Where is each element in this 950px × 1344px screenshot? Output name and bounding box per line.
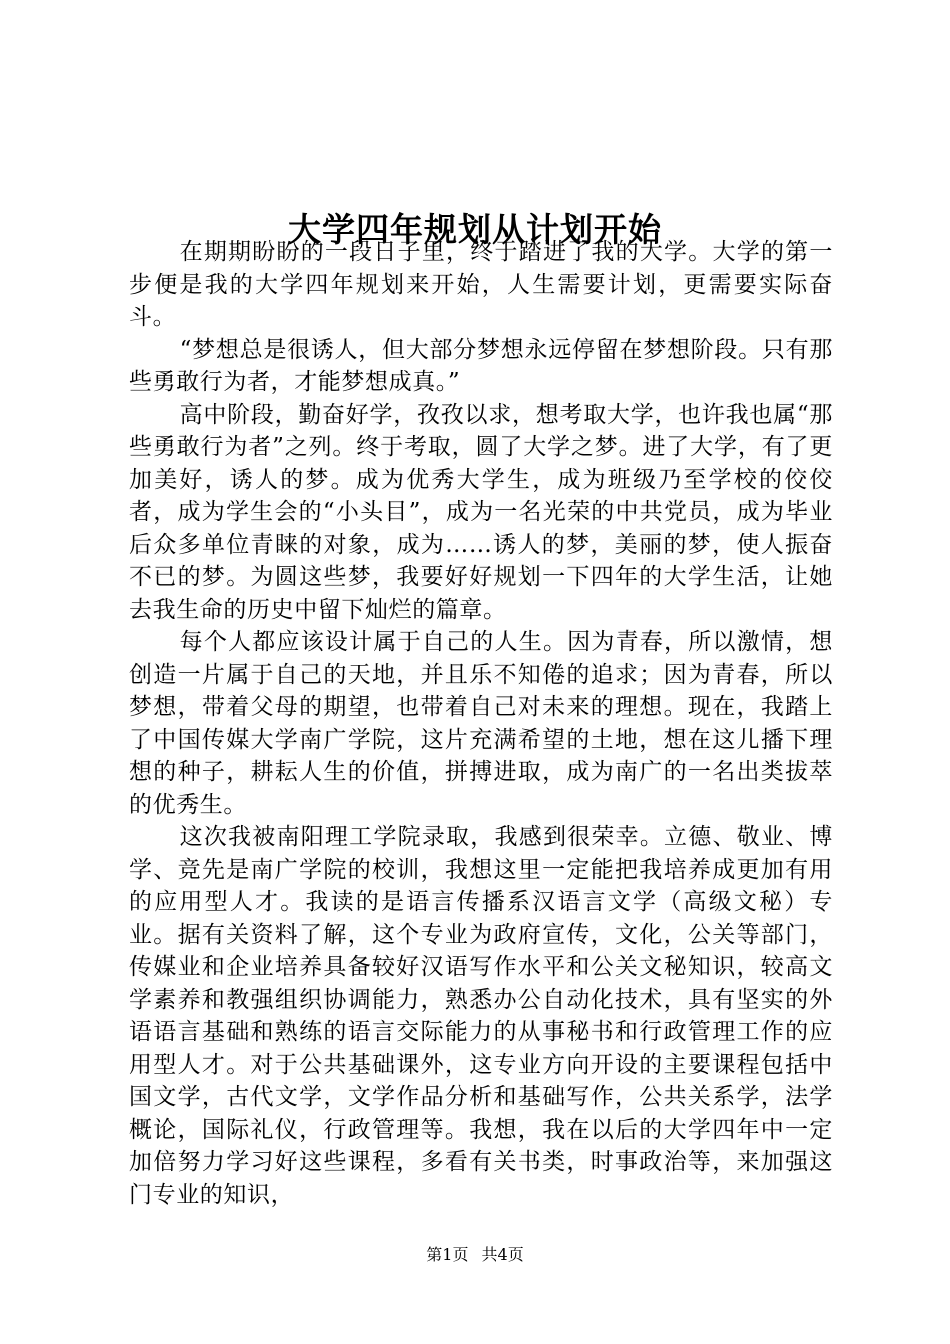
document-title: 大学四年规划从计划开始	[288, 210, 662, 250]
total-pages: 共4页	[481, 1245, 524, 1264]
document-body	[129, 236, 833, 1211]
paragraph: 高中阶段，勤奋好学，孜孜以求，想考取大学，也许我也属“那些勇敢行为者”之列。终于考取，圆了大学之梦。进了大学，有了更加美好，诱人的梦。成为优秀大学生，成为班级乃至学校的佼佼者，成为学生会的“小头目”，成为一名光荣的中共党员，成为毕业后众多单位青睐的对象，成为……诱人的梦，美丽的梦，使人振奋不已的梦。为圆这些梦，我要好好规划一下四年的大学生活，让她去我生命的历史中留下灿烂的篇章。	[129, 401, 833, 623]
paragraph: 这次我被南阳理工学院录取，我感到很荣幸。立德、敬业、博学、竞先是南广学院的校训，我想这里一定能把我培养成更加有用的应用型人才。我读的是语言传播系汉语言文学（高级文秘）专业。据有关资料了解，这个专业为政府宣传，文化，公关等部门，传媒业和企业培养具备较好汉语写作水平和公关文秘知识，较高文学素养和教强组织协调能力，熟悉办公自动化技术，具有坚实的外语语言基础和熟练的语言交际能力的从事秘书和行政管理工作的应用型人才。对于公共基础课外，这专业方向开设的主要课程包括中国文学，古代文学，文学作品分析和基础写作，公共关系学，法学概论，国际礼仪，行政管理等。我想，我在以后的大学四年中一定加倍努力学习好这些课程，多看有关书类，时事政治等，来加强这门专业的知识，	[129, 824, 833, 1208]
paragraph: 每个人都应该设计属于自己的人生。因为青春，所以激情，想创造一片属于自己的天地，并且乐不知倦的追求；因为青春，所以梦想，带着父母的期望，也带着自己对未来的理想。现在，我踏上了中国传媒大学南广学院，这片充满希望的土地，想在这儿播下理想的种子，耕耘人生的价值，拼搏进取，成为南广的一名出类拔萃的优秀生。	[129, 629, 833, 818]
page-footer	[0, 1245, 950, 1265]
page-number: 第1页	[426, 1245, 469, 1264]
paragraph: “梦想总是很诱人，但大部分梦想永远停留在梦想阶段。只有那些勇敢行为者，才能梦想成真。”	[129, 336, 833, 395]
paragraph: 在期期盼盼的一段日子里，终于踏进了我的大学。大学的第一步便是我的大学四年规划来开始，人生需要计划，更需要实际奋斗。	[129, 239, 833, 330]
